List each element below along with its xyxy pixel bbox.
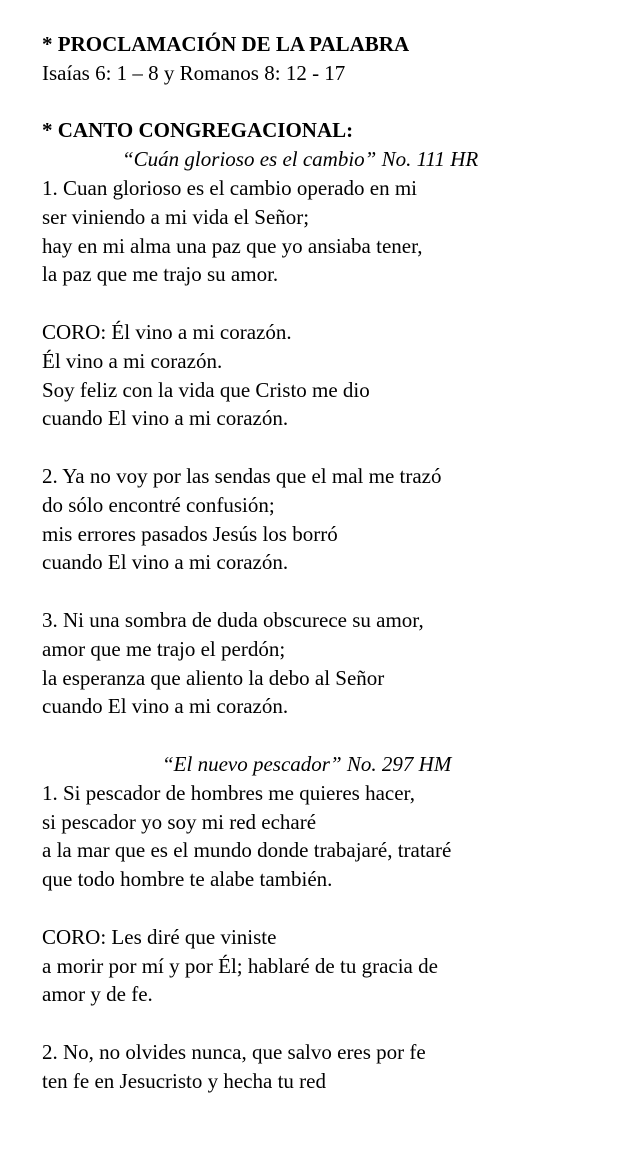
lyric-line: 1. Si pescador de hombres me quieres hacer, <box>42 780 415 805</box>
proclamation-heading: * PROCLAMACIÓN DE LA PALABRA <box>42 32 410 56</box>
song1-verse3 <box>42 606 612 721</box>
song2-title: “El nuevo pescador” No. 297 HM <box>162 751 452 776</box>
canto-heading: * CANTO CONGREGACIONAL: <box>42 118 354 143</box>
bulletin-page <box>42 30 612 1095</box>
song2-chorus <box>42 923 612 1009</box>
song1-verse2 <box>42 462 612 577</box>
scripture-reference: Isaías 6: 1 – 8 y Romanos 8: 12 - 17 <box>42 60 346 85</box>
spacer <box>42 1009 612 1038</box>
lyric-line: 1. Cuan glorioso es el cambio operado en mi <box>42 175 417 200</box>
lyric-line: Soy feliz con la vida que Cristo me dio <box>42 377 370 402</box>
lyric-line: do sólo encontré confusión; <box>42 492 275 517</box>
lyric-line: cuando El vino a mi corazón. <box>42 694 289 719</box>
lyric-line: si pescador yo soy mi red echaré <box>42 809 317 834</box>
lyric-line: ten fe en Jesucristo y hecha tu red <box>42 1068 326 1093</box>
spacer <box>42 289 612 318</box>
song2-verse2 <box>42 1038 612 1096</box>
spacer <box>42 894 612 923</box>
lyric-line: la esperanza que aliento la debo al Señor <box>42 665 385 690</box>
song2-verse1 <box>42 779 612 894</box>
lyric-line: CORO: Les diré que viniste <box>42 924 277 949</box>
song1-chorus <box>42 318 612 433</box>
lyric-line: a morir por mí y por Él; hablaré de tu gracia de <box>42 953 438 978</box>
lyric-line: ser viniendo a mi vida el Señor; <box>42 204 310 229</box>
lyric-line: 3. Ni una sombra de duda obscurece su amor, <box>42 607 424 632</box>
lyric-line: que todo hombre te alabe también. <box>42 867 333 892</box>
lyric-line: 2. No, no olvides nunca, que salvo eres por fe <box>42 1039 426 1064</box>
spacer <box>42 721 612 750</box>
lyric-line: a la mar que es el mundo donde trabajaré, trataré <box>42 838 452 863</box>
lyric-line: CORO: Él vino a mi corazón. <box>42 319 292 344</box>
lyric-line: cuando El vino a mi corazón. <box>42 550 289 575</box>
lyric-line: cuando El vino a mi corazón. <box>42 406 289 431</box>
lyric-line: la paz que me trajo su amor. <box>42 262 279 287</box>
lyric-line: 2. Ya no voy por las sendas que el mal me trazó <box>42 463 442 488</box>
lyric-line: amor y de fe. <box>42 982 153 1007</box>
song1-verse1 <box>42 174 612 289</box>
lyric-line: amor que me trajo el perdón; <box>42 636 286 661</box>
spacer <box>42 88 612 117</box>
lyric-line: hay en mi alma una paz que yo ansiaba tener, <box>42 233 423 258</box>
lyric-line: Él vino a mi corazón. <box>42 348 223 373</box>
spacer <box>42 577 612 606</box>
song1-title: “Cuán glorioso es el cambio” No. 111 HR <box>122 147 479 172</box>
lyric-line: mis errores pasados Jesús los borró <box>42 521 338 546</box>
spacer <box>42 433 612 462</box>
